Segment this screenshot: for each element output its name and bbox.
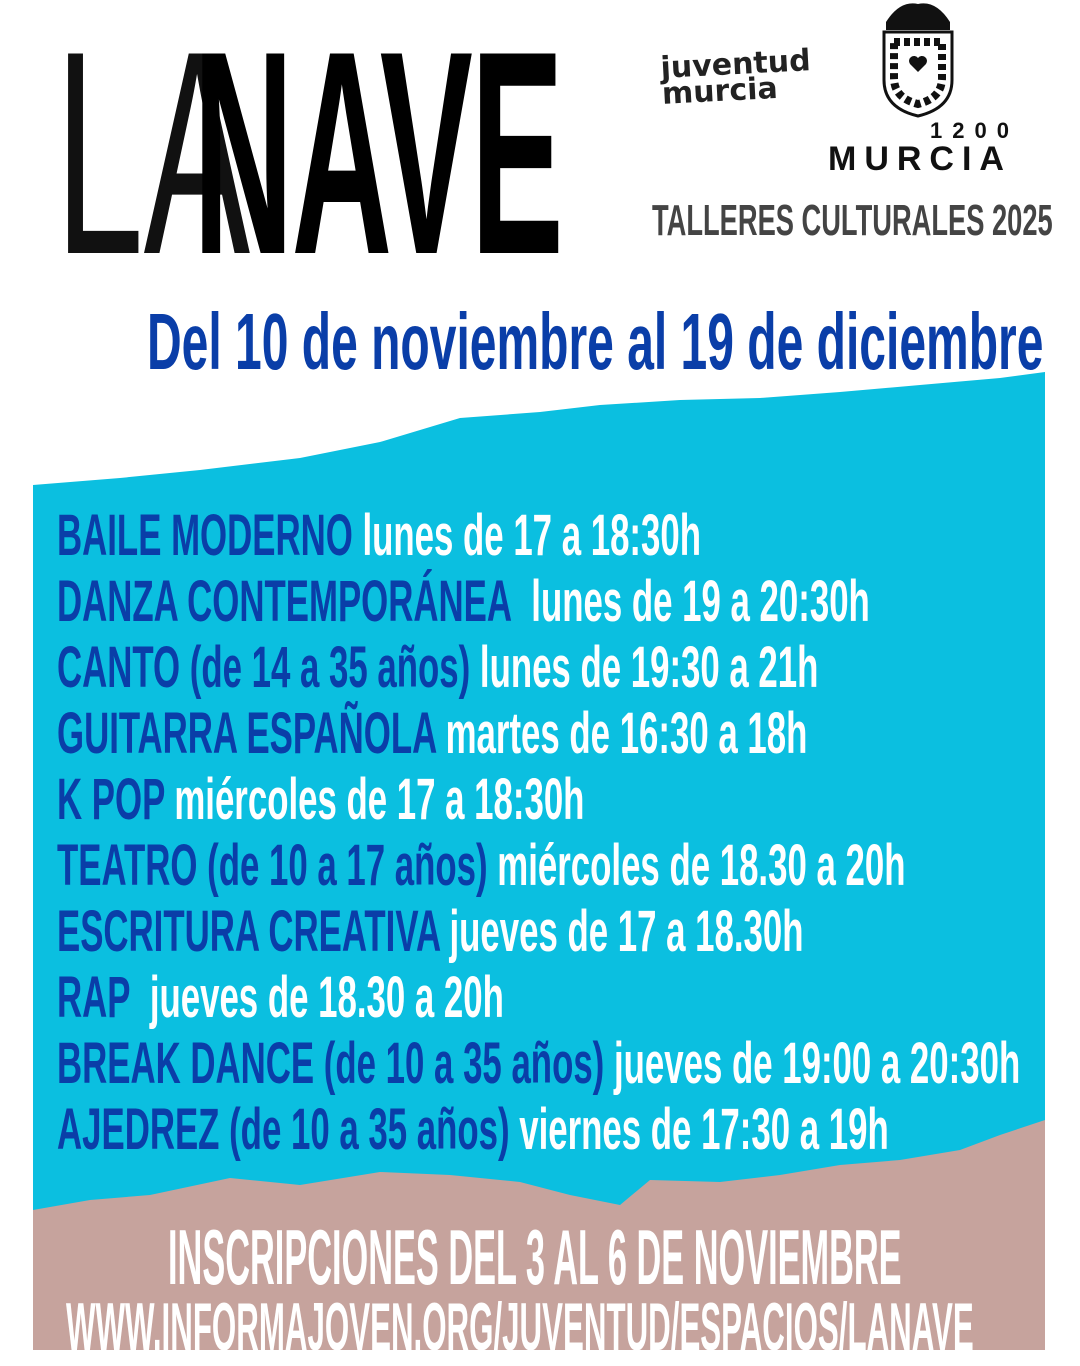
workshop-name: AJEDREZ (de 10 a 35 años) [57,1097,510,1162]
workshop-schedule: lunes de 19 a 20:30h [531,569,870,634]
murcia-logo-name: MURCIA [828,140,1012,178]
workshop-row [57,635,819,700]
workshop-schedule: jueves de 18.30 a 20h [149,965,504,1030]
workshop-row [57,833,906,898]
registration-dates: INSCRIPCIONES DEL 3 AL 6 DE NOVIEMBRE [168,1213,902,1301]
workshop-row [57,899,804,964]
workshop-schedule: jueves de 19:00 a 20:30h [613,1031,1021,1096]
workshop-name: CANTO (de 14 a 35 años) [57,635,471,700]
workshop-schedule: miércoles de 17 a 18:30h [174,767,585,832]
workshop-schedule: jueves de 17 a 18.30h [449,899,804,964]
logo-la: LA [55,0,251,315]
workshop-name: ESCRITURA CREATIVA [57,899,440,964]
workshop-row [57,965,504,1030]
workshop-name: RAP [57,965,131,1030]
workshop-name: GUITARRA ESPAÑOLA [57,701,436,766]
workshop-row [57,767,585,832]
workshop-name: BAILE MODERNO [57,503,353,568]
workshop-row [57,1031,1021,1096]
workshop-schedule: lunes de 19:30 a 21h [479,635,819,700]
murcia-coat-of-arms-icon [880,0,956,118]
workshop-row [57,701,808,766]
workshop-row [57,1097,889,1162]
juventud-murcia-logo: juventud murcia [659,43,812,112]
workshop-schedule: lunes de 17 a 18:30h [362,503,701,568]
workshop-schedule: viernes de 17:30 a 19h [519,1097,889,1162]
murcia-logo-year: 1200 [930,118,1019,143]
workshop-row [57,569,870,634]
subtitle: TALLERES CULTURALES 2025 [652,196,1053,245]
workshop-name: DANZA CONTEMPORÁNEA [57,569,512,634]
workshop-schedule: martes de 16:30 a 18h [445,701,808,766]
workshop-schedule: miércoles de 18.30 a 20h [497,833,906,898]
workshop-name: BREAK DANCE (de 10 a 35 años) [57,1031,605,1096]
workshop-name: K POP [57,767,165,832]
website-link[interactable]: WWW.INFORMAJOVEN.ORG/JUVENTUD/ESPACIOS/LANAVE [66,1289,974,1365]
workshop-row [57,503,701,568]
date-range: Del 10 de noviembre al 19 de diciembre [147,297,1044,386]
logo-nave: NAVE [193,0,562,315]
workshop-name: TEATRO (de 10 a 17 años) [57,833,488,898]
